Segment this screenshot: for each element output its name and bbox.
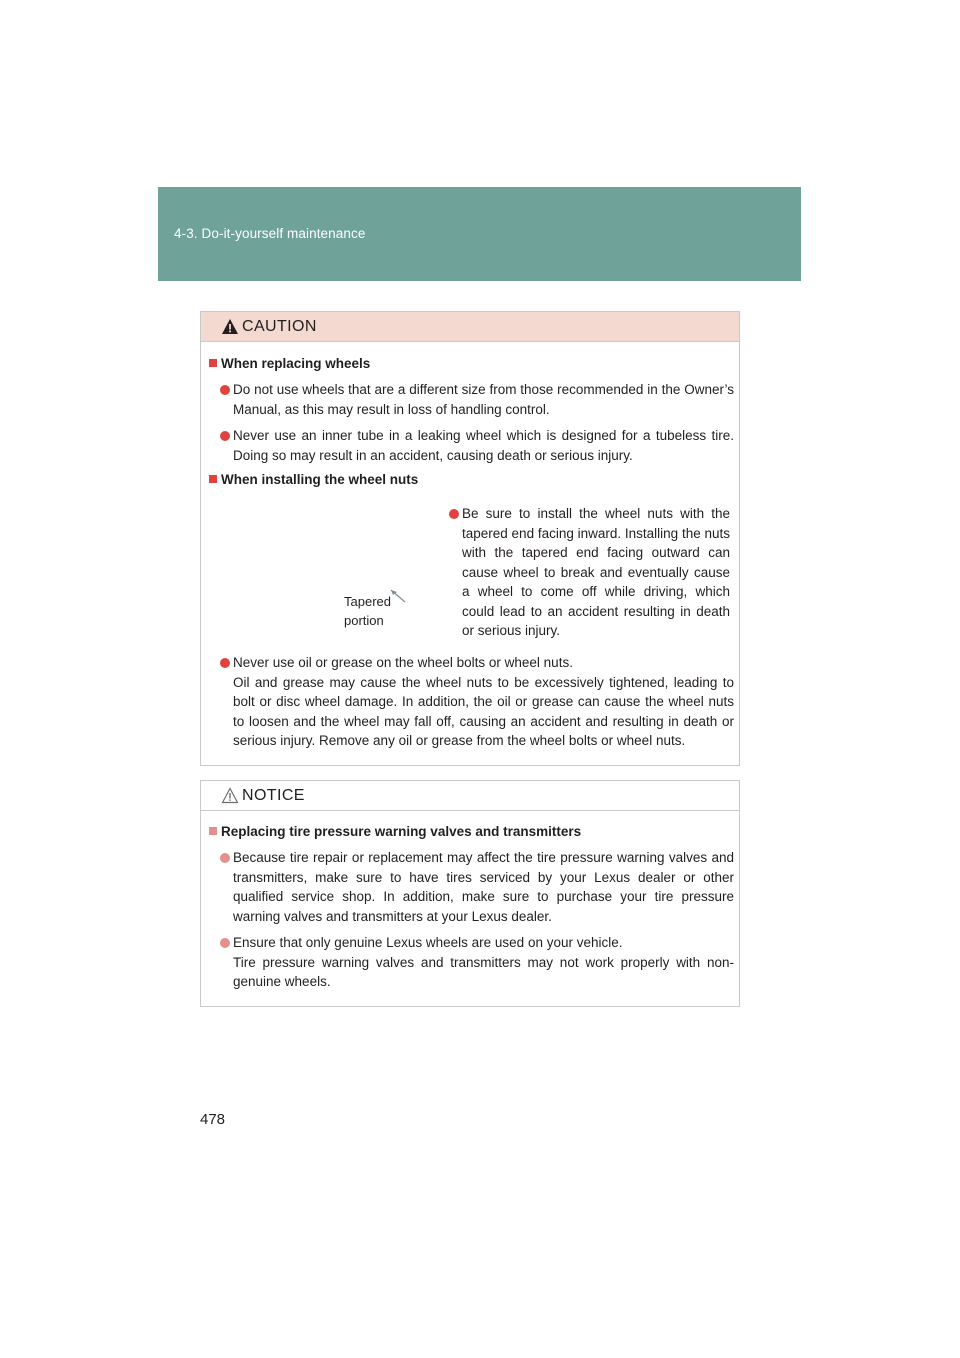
notice-item: Ensure that only genuine Lexus wheels are used on your vehicle. Tire pressure warning valves and transmitters may not work properly with non-genuine wheels. (233, 933, 734, 992)
notice-header (201, 781, 739, 811)
caution-header (201, 312, 739, 342)
section-header-band (158, 187, 801, 281)
notice-item: Because tire repair or replacement may affect the tire pressure warning valves and transmitters, make sure to have tires serviced by your Lexus dealer or other qualified service shop. In addition, make sure to purchase your tire pressure warning valves and transmitters at your Lexus dealer. (233, 848, 734, 926)
warning-icon (221, 318, 239, 340)
caution-item: Be sure to install the wheel nuts with the tapered end facing inward. Installing the nuts with the tapered end facing outward can cause wheel to break and eventually cause a wheel to come off while driving, which could lead to an accident resulting in death or serious injury. (462, 504, 730, 641)
bullet-dot-icon (220, 385, 230, 395)
caution-box (200, 311, 740, 766)
bullet-dot-icon (220, 853, 230, 863)
tapered-portion-label: Tapered portion (344, 594, 391, 628)
section-title: 4-3. Do-it-yourself maintenance (174, 226, 366, 241)
bullet-dot-icon (220, 658, 230, 668)
caution-item: Do not use wheels that are a different size from those recommended in the Owner’s Manual, as this may result in loss of handling control. (233, 380, 734, 419)
caution-heading-replacing-wheels: When replacing wheels (209, 356, 370, 371)
warning-outline-icon (221, 787, 239, 809)
bullet-dot-icon (220, 431, 230, 441)
page-number: 478 (200, 1111, 226, 1128)
square-bullet-icon (209, 475, 217, 483)
square-bullet-icon (209, 827, 217, 835)
notice-box (200, 780, 740, 1007)
notice-heading: Replacing tire pressure warning valves and transmitters (209, 824, 581, 839)
notice-title: NOTICE (242, 787, 305, 804)
square-bullet-icon (209, 359, 217, 367)
caution-title: CAUTION (242, 318, 317, 335)
bullet-dot-icon (220, 938, 230, 948)
caution-heading-installing-nuts: When installing the wheel nuts (209, 472, 418, 487)
caution-item: Never use oil or grease on the wheel bolts or wheel nuts. Oil and grease may cause the wheel nuts to be excessively tightened, leading to bolt or disc wheel damage. In addition, the oil or grease can cause the wheel nuts to loosen and the wheel may fall off, causing an accident and resulting in death or serious injury. Remove any oil or grease from the wheel bolts or wheel nuts. (233, 653, 734, 751)
bullet-dot-icon (449, 509, 459, 519)
caution-item: Never use an inner tube in a leaking wheel which is designed for a tubeless tire. Doing so may result in an accident, causing death or serious injury. (233, 426, 734, 465)
